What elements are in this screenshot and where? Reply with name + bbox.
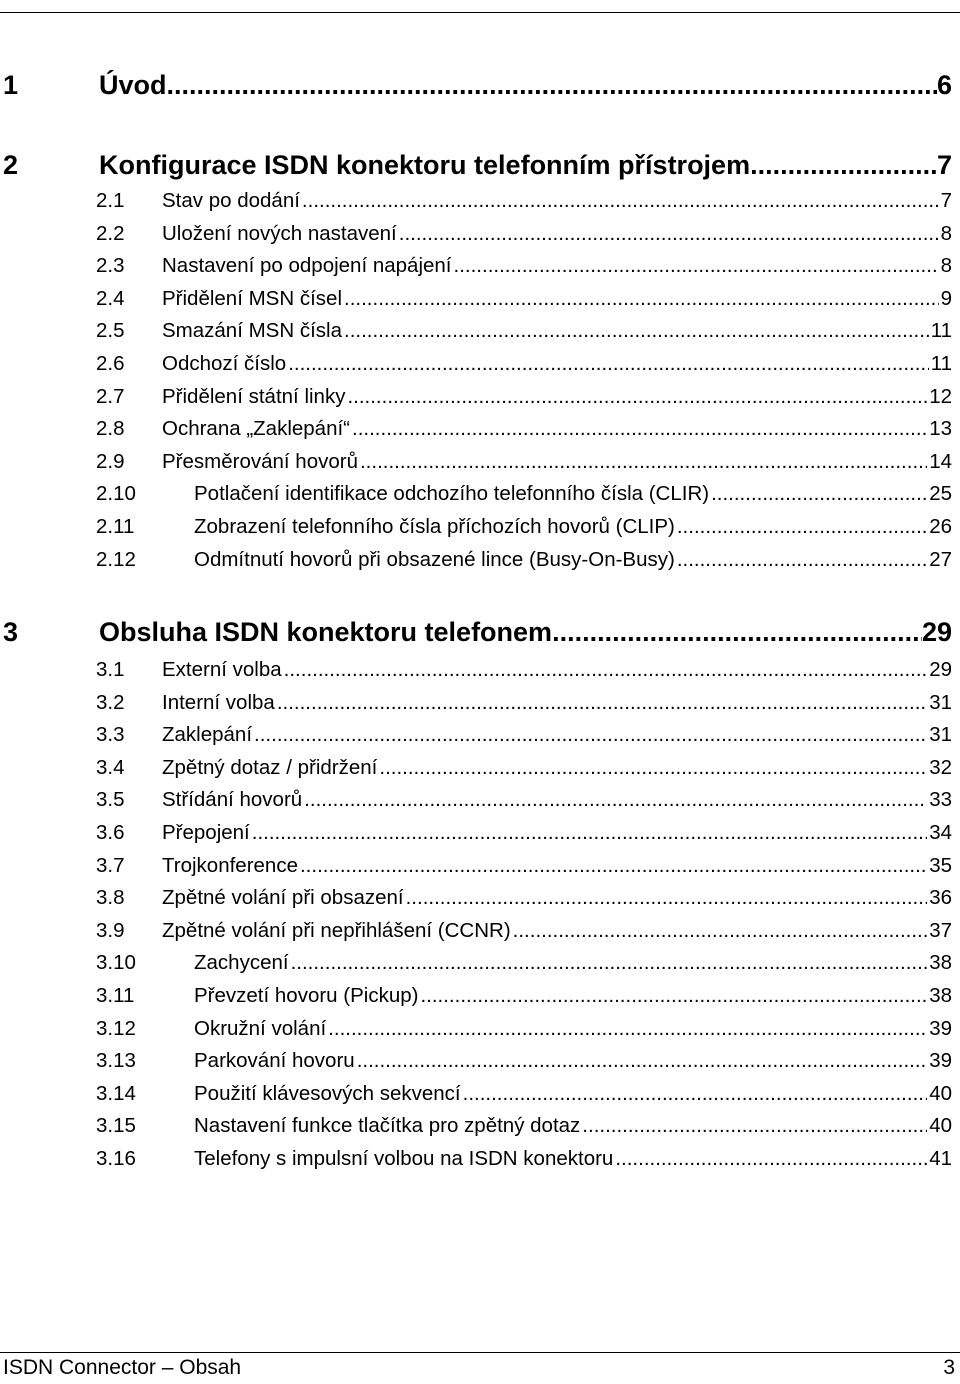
toc-section-2-10[interactable] <box>0 482 952 506</box>
dot-leader <box>167 70 937 101</box>
section-title: Střídání hovorů <box>162 788 303 812</box>
dot-leader <box>304 788 927 812</box>
section-page-number: 12 <box>929 384 952 408</box>
section-page-number: 39 <box>929 1049 952 1073</box>
toc-chapter-1[interactable] <box>0 70 952 101</box>
dot-leader <box>615 1147 927 1171</box>
section-title: Smazání MSN čísla <box>162 319 342 343</box>
chapter-number: 1 <box>3 70 19 100</box>
dot-leader <box>454 254 939 278</box>
section-page-number: 27 <box>929 547 952 571</box>
section-title: Odmítnutí hovorů při obsazené lince (Busy-On-Busy) <box>194 547 675 571</box>
section-page-number: 31 <box>929 690 952 714</box>
toc-section-3-5[interactable] <box>0 788 952 812</box>
chapter-title: Obsluha ISDN konektoru telefonem <box>99 617 553 647</box>
toc-section-2-2[interactable] <box>0 222 952 246</box>
toc-section-3-6[interactable] <box>0 821 952 845</box>
section-page-number: 8 <box>940 221 952 245</box>
section-page-number: 13 <box>929 417 952 441</box>
section-page-number: 9 <box>940 286 952 310</box>
section-page-number: 8 <box>940 254 952 278</box>
section-number: 3.14 <box>96 1081 136 1105</box>
dot-leader <box>344 319 929 343</box>
section-title: Potlačení identifikace odchozího telefonního čísla (CLIR) <box>194 482 710 506</box>
section-page-number: 41 <box>929 1147 952 1170</box>
section-title: Ochrana „Zaklepání“ <box>162 417 351 441</box>
toc-section-2-12[interactable] <box>0 548 952 572</box>
toc-section-3-10[interactable] <box>0 951 952 975</box>
dot-leader <box>513 919 928 943</box>
toc-section-3-12[interactable] <box>0 1017 952 1041</box>
dot-leader <box>302 189 939 213</box>
section-number: 3.12 <box>96 1016 136 1040</box>
dot-leader <box>582 1114 927 1138</box>
section-page-number: 35 <box>929 853 952 877</box>
chapter-page-number: 29 <box>921 617 952 647</box>
toc-section-2-9[interactable] <box>0 450 952 474</box>
section-number: 3.5 <box>96 788 125 812</box>
section-number: 2.12 <box>96 547 136 571</box>
section-number: 2.5 <box>96 319 125 343</box>
dot-leader <box>288 352 929 376</box>
toc-section-3-7[interactable] <box>0 854 952 878</box>
section-page-number: 7 <box>940 189 952 212</box>
chapter-number: 2 <box>3 150 19 180</box>
section-page-number: 37 <box>929 918 952 942</box>
section-page-number: 32 <box>929 755 952 779</box>
section-number: 3.13 <box>96 1049 136 1073</box>
section-title: Nastavení po odpojení napájení <box>162 254 452 278</box>
dot-leader <box>352 417 927 441</box>
section-number: 2.10 <box>96 482 136 506</box>
dot-leader <box>344 287 939 311</box>
toc-section-3-2[interactable] <box>0 691 952 715</box>
dot-leader <box>277 691 927 715</box>
toc-section-2-5[interactable] <box>0 319 952 343</box>
section-title: Parkování hovoru <box>194 1049 355 1073</box>
section-number: 3.10 <box>96 951 136 975</box>
section-page-number: 38 <box>929 984 952 1007</box>
section-title: Přidělení státní linky <box>162 384 346 408</box>
dot-leader <box>399 222 939 246</box>
section-number: 3.15 <box>96 1114 136 1138</box>
section-title: Nastavení funkce tlačítka pro zpětný dotaz <box>194 1114 581 1138</box>
chapter-page-number: 6 <box>936 70 952 100</box>
section-title: Převzetí hovoru (Pickup) <box>194 984 419 1007</box>
section-title: Uložení nových nastavení <box>162 221 397 245</box>
section-number: 2.9 <box>96 449 125 473</box>
dot-leader <box>750 150 937 181</box>
dot-leader <box>463 1082 928 1106</box>
toc-section-3-8[interactable] <box>0 886 952 910</box>
section-title: Zobrazení telefonního čísla příchozích hovorů (CLIP) <box>194 515 675 538</box>
section-title: Zpětné volání při obsazení <box>162 886 404 910</box>
section-number: 3.1 <box>96 658 125 681</box>
section-page-number: 39 <box>929 1016 952 1040</box>
section-number: 2.1 <box>96 189 125 212</box>
section-page-number: 40 <box>929 1114 952 1138</box>
section-number: 3.6 <box>96 821 125 844</box>
toc-section-2-7[interactable] <box>0 385 952 409</box>
toc-section-3-14[interactable] <box>0 1082 952 1106</box>
chapter-number: 3 <box>3 617 19 647</box>
section-page-number: 31 <box>929 723 952 747</box>
section-page-number: 11 <box>930 319 952 343</box>
toc-section-3-9[interactable] <box>0 919 952 943</box>
dot-leader <box>328 1017 927 1041</box>
dot-leader <box>360 450 927 474</box>
section-number: 2.6 <box>96 352 125 375</box>
section-number: 2.4 <box>96 286 125 310</box>
dot-leader <box>357 1049 928 1073</box>
section-title: Interní volba <box>162 690 275 714</box>
section-title: Použití klávesových sekvencí <box>194 1081 461 1105</box>
toc-section-2-8[interactable] <box>0 417 952 441</box>
dot-leader <box>379 756 927 780</box>
section-page-number: 33 <box>929 788 952 812</box>
dot-leader <box>711 482 927 506</box>
section-title: Přesměrování hovorů <box>162 449 358 473</box>
dot-leader <box>291 951 928 975</box>
section-number: 2.11 <box>96 515 135 538</box>
toc-section-3-4[interactable] <box>0 756 952 780</box>
section-title: Trojkonference <box>162 853 298 877</box>
dot-leader <box>406 886 928 910</box>
section-number: 3.16 <box>96 1147 136 1170</box>
section-title: Okružní volání <box>194 1016 327 1040</box>
dot-leader <box>552 617 922 648</box>
section-number: 3.2 <box>96 690 125 714</box>
section-title: Externí volba <box>162 658 282 681</box>
dot-leader <box>677 515 927 539</box>
toc-section-3-3[interactable] <box>0 723 952 747</box>
chapter-page-number: 7 <box>936 150 952 180</box>
section-title: Zachycení <box>194 951 289 975</box>
section-page-number: 25 <box>929 482 952 506</box>
section-page-number: 14 <box>929 449 952 473</box>
section-page-number: 11 <box>930 352 952 375</box>
section-title: Odchozí číslo <box>162 352 287 375</box>
dot-leader <box>252 821 927 845</box>
toc-section-2-11[interactable] <box>0 515 952 539</box>
footer-title: ISDN Connector – Obsah <box>3 1356 242 1379</box>
section-title: Zaklepání <box>162 723 253 747</box>
footer-rule <box>0 1352 960 1353</box>
section-title: Telefony s impulsní volbou na ISDN konektoru <box>194 1147 614 1170</box>
toc-section-2-6[interactable] <box>0 352 952 376</box>
toc-section-3-15[interactable] <box>0 1114 952 1138</box>
toc-section-3-1[interactable] <box>0 658 952 682</box>
dot-leader <box>347 385 927 409</box>
top-rule <box>0 12 960 13</box>
toc-section-3-11[interactable] <box>0 984 952 1008</box>
toc-section-2-3[interactable] <box>0 254 952 278</box>
section-title: Zpětný dotaz / přidržení <box>162 755 378 779</box>
toc-section-3-16[interactable] <box>0 1147 952 1171</box>
section-number: 3.8 <box>96 886 125 910</box>
dot-leader <box>420 984 927 1008</box>
section-number: 2.2 <box>96 221 125 245</box>
section-page-number: 34 <box>929 821 952 844</box>
section-page-number: 38 <box>929 951 952 975</box>
section-number: 3.7 <box>96 853 125 877</box>
dot-leader <box>254 723 927 747</box>
toc-chapter-3[interactable] <box>0 617 952 648</box>
section-number: 3.9 <box>96 918 125 942</box>
section-title: Zpětné volání při nepřihlášení (CCNR) <box>162 918 511 942</box>
dot-leader <box>677 548 927 572</box>
section-number: 3.3 <box>96 723 125 747</box>
toc-section-2-4[interactable] <box>0 287 952 311</box>
section-title: Stav po dodání <box>162 189 300 212</box>
section-page-number: 40 <box>929 1081 952 1105</box>
section-number: 2.7 <box>96 384 125 408</box>
dot-leader <box>300 854 927 878</box>
chapter-title: Konfigurace ISDN konektoru telefonním přístrojem <box>99 150 751 180</box>
section-number: 2.8 <box>96 417 125 441</box>
section-title: Přepojení <box>162 821 250 844</box>
section-page-number: 29 <box>929 658 952 681</box>
section-page-number: 26 <box>929 515 952 538</box>
page-footer <box>0 1356 955 1380</box>
section-page-number: 36 <box>929 886 952 910</box>
section-number: 3.11 <box>96 984 135 1007</box>
toc-section-3-13[interactable] <box>0 1049 952 1073</box>
footer-page-number: 3 <box>943 1356 955 1379</box>
toc-section-2-1[interactable] <box>0 189 952 213</box>
chapter-title: Úvod <box>99 70 167 100</box>
section-title: Přidělení MSN čísel <box>162 286 343 310</box>
toc-chapter-2[interactable] <box>0 150 952 181</box>
section-number: 3.4 <box>96 755 125 779</box>
section-number: 2.3 <box>96 254 125 278</box>
dot-leader <box>284 658 928 682</box>
